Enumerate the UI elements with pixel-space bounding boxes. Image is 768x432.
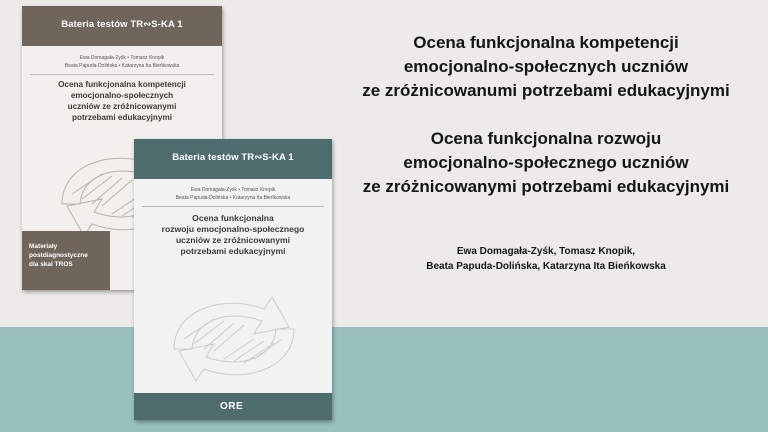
materials-box	[22, 231, 110, 290]
heading-line: ze zróżnicowanumi potrzebami edukacyjnymi	[362, 81, 730, 100]
heading-line: emocjonalno-społecznego uczniów	[403, 153, 689, 172]
cover-authors	[22, 54, 222, 70]
heading-line: Ocena funkcjonalna rozwoju	[430, 129, 662, 148]
cover-authors-line: Beata Papuda-Dolińska • Katarzyna Ita Bieńkowska	[175, 195, 291, 201]
cover-authors-line: Beata Papuda-Dolińska • Katarzyna Ita Bieńkowska	[64, 63, 180, 69]
ore-logo: ORE	[220, 401, 244, 412]
series-label: Bateria testów TR∾S-KA 1	[61, 19, 183, 30]
cover-title-line: uczniów ze zróżnicowanymi	[67, 102, 177, 111]
cover-arrows-graphic	[154, 279, 314, 399]
cover-divider	[142, 206, 324, 207]
cover-header	[22, 6, 222, 46]
cover-authors	[134, 186, 332, 202]
heading-competencies	[336, 31, 756, 103]
cover-authors-line: Ewa Domagała-Zyśk • Tomasz Knopik	[79, 55, 165, 61]
materials-line: dla skal TROS	[29, 261, 73, 268]
cover-title	[22, 79, 222, 123]
teal-band	[0, 327, 768, 432]
authors-line: Ewa Domagała-Zyśk, Tomasz Knopik,	[456, 246, 636, 257]
materials-line: postdiagnostyczne	[29, 252, 88, 259]
heading-line: ze zróżnicowanymi potrzebami edukacyjnymi	[362, 177, 730, 196]
authors-line: Beata Papuda-Dolińska, Katarzyna Ita Bieńkowska	[426, 261, 666, 272]
cover-title-line: rozwoju emocjonalno-społecznego	[161, 224, 305, 234]
heading-line: Ocena funkcjonalna kompetencji	[413, 33, 679, 52]
cover-authors-line: Ewa Domagała-Zyśk • Tomasz Knopik	[190, 187, 276, 193]
series-label: Bateria testów TR∾S-KA 1	[172, 152, 294, 163]
book-cover-front	[134, 139, 332, 420]
authors-list	[336, 244, 756, 274]
cover-footer	[134, 393, 332, 420]
cover-title-line: potrzebami edukacyjnymi	[71, 113, 173, 122]
cover-title-line: emocjonalno-społecznych	[70, 91, 174, 100]
cover-title	[134, 213, 332, 257]
cover-header	[134, 139, 332, 179]
cover-title-line: uczniów ze zróżnicowanymi	[175, 235, 291, 245]
cover-title-line: potrzebami edukacyjnymi	[180, 246, 286, 256]
cover-title-line: Ocena funkcjonalna kompetencji	[58, 80, 186, 89]
heading-line: emocjonalno-społecznych uczniów	[403, 57, 689, 76]
heading-development	[336, 127, 756, 199]
cover-title-line: Ocena funkcjonalna	[192, 213, 274, 223]
materials-line: Materiały	[29, 243, 58, 250]
cover-divider	[30, 74, 214, 75]
